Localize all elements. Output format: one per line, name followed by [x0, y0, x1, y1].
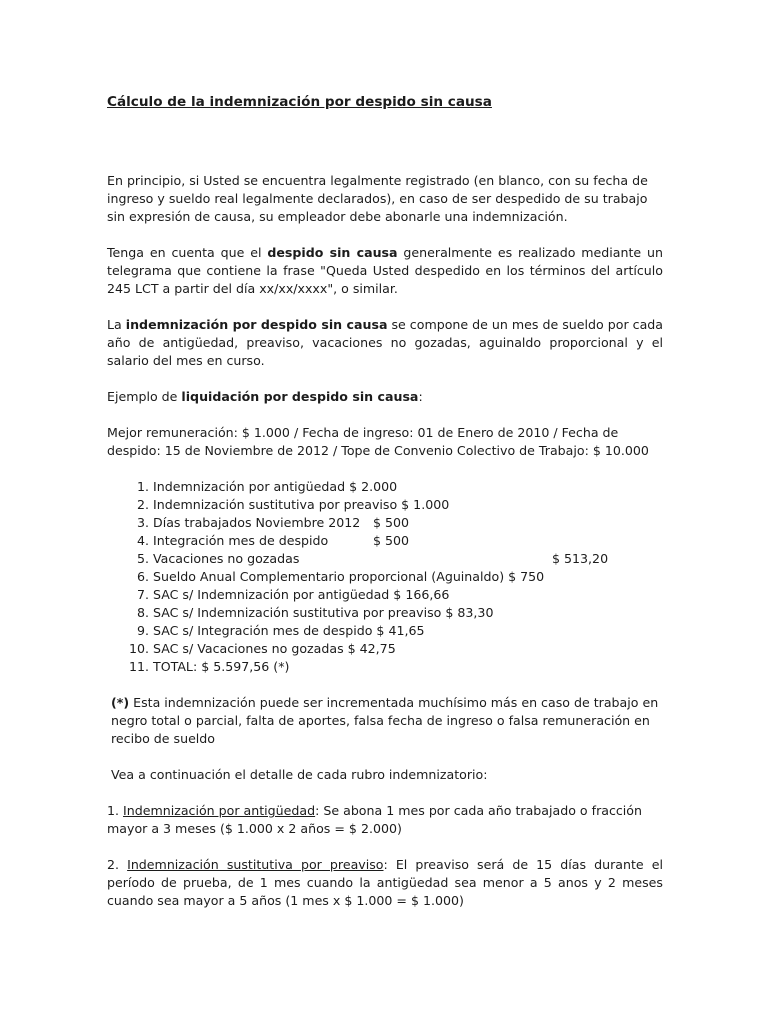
list-item-text: Indemnización sustitutiva por preaviso $ 1.000	[153, 497, 450, 512]
footnote	[107, 694, 663, 748]
list-item-number: 7.	[136, 587, 149, 602]
list-item-number: 1.	[136, 479, 149, 494]
detail-item-number: 2.	[107, 857, 128, 872]
list-item-number: 8.	[136, 605, 149, 620]
list-item	[107, 514, 667, 532]
composition-bold: indemnización por despido sin causa	[125, 317, 388, 332]
list-item-text: Días trabajados Noviembre 2012	[153, 515, 361, 530]
list-item-number: 11.	[128, 659, 149, 674]
list-item	[107, 604, 667, 622]
list-item-number: 2.	[136, 497, 149, 512]
list-item-amount: $ 513,20	[552, 551, 609, 566]
footnote-text: Esta indemnización puede ser incrementada muchísimo más en caso de trabajo en negro total o parcial, falta de aportes, falsa fecha de ingreso o falsa remuneración en recibo de sueldo	[111, 695, 659, 746]
list-item-text: Sueldo Anual Complementario proporcional (Aguinaldo) $ 750	[153, 569, 545, 584]
list-item	[107, 586, 667, 604]
page-title: Cálculo de la indemnización por despido sin causa	[107, 94, 492, 110]
composition-paragraph	[107, 316, 663, 370]
detail-item-text: : Se abona 1 mes por cada año trabajado o fracción mayor a 3 meses ($ 1.000 x 2 años = $ 2.000)	[107, 803, 642, 836]
telegram-text-pre: Tenga en cuenta que el	[107, 245, 268, 260]
list-item-number: 10.	[128, 641, 149, 656]
list-item	[107, 496, 667, 514]
liquidation-list	[107, 478, 667, 676]
telegram-text-post: generalmente es realizado mediante un telegrama que contiene la frase "Queda Usted despedido en los términos del artículo 245 LCT a partir del día xx/xx/xxxx", o similar.	[107, 245, 663, 296]
detail-item-label: Indemnización por antigüedad	[123, 803, 316, 818]
detail-intro: Vea a continuación el detalle de cada rubro indemnizatorio:	[111, 767, 488, 782]
list-item	[107, 622, 667, 640]
example-text-post: :	[418, 389, 423, 404]
list-item-text: SAC s/ Integración mes de despido $ 41,65	[153, 623, 425, 638]
list-item-number: 3.	[136, 515, 149, 530]
detail-item-label: Indemnización sustitutiva por preaviso	[127, 857, 384, 872]
list-item-number: 4.	[136, 533, 149, 548]
list-item-amount: $ 500	[373, 515, 410, 530]
example-bold: liquidación por despido sin causa	[181, 389, 419, 404]
list-item-text: Vacaciones no gozadas	[153, 551, 300, 566]
composition-text-pre: La	[107, 317, 126, 332]
list-item-text: Indemnización por antigüedad $ 2.000	[153, 479, 398, 494]
example-heading	[107, 388, 663, 406]
list-item	[107, 532, 667, 550]
list-item-text: SAC s/ Indemnización sustitutiva por preaviso $ 83,30	[153, 605, 494, 620]
detail-item-number: 1.	[107, 803, 124, 818]
composition-text-post: se compone de un mes de sueldo por cada año de antigüedad, preaviso, vacaciones no gozadas, aguinaldo proporcional y el salario del mes en curso.	[107, 317, 663, 368]
example-parameters: Mejor remuneración: $ 1.000 / Fecha de ingreso: 01 de Enero de 2010 / Fecha de despido: 15 de Noviembre de 2012 / Tope de Convenio Colectivo de Trabajo: $ 10.000	[107, 425, 649, 458]
list-item-number: 9.	[136, 623, 149, 638]
list-item-text: SAC s/ Indemnización por antigüedad $ 166,66	[153, 587, 450, 602]
detail-item-seniority	[107, 802, 663, 838]
list-item	[107, 568, 667, 586]
list-item-text: Integración mes de despido	[153, 533, 329, 548]
list-item-amount: $ 500	[373, 533, 410, 548]
list-item-text: SAC s/ Vacaciones no gozadas $ 42,75	[153, 641, 396, 656]
example-text-pre: Ejemplo de	[107, 389, 182, 404]
list-item	[107, 478, 667, 496]
intro-paragraph: En principio, si Usted se encuentra legalmente registrado (en blanco, con su fecha de ingreso y sueldo real legalmente declarados), en caso de ser despedido de su trabajo sin expresión de causa, su empleador debe abonarle una indemnización.	[107, 173, 648, 224]
detail-item-notice	[107, 856, 663, 910]
list-item	[107, 640, 667, 658]
list-item	[107, 550, 667, 568]
telegram-bold: despido sin causa	[267, 245, 398, 260]
telegram-paragraph	[107, 244, 663, 298]
footnote-mark: (*)	[111, 695, 130, 710]
list-item-text: TOTAL: $ 5.597,56 (*)	[153, 659, 290, 674]
list-item	[107, 658, 667, 676]
list-item-number: 6.	[136, 569, 149, 584]
list-item-number: 5.	[136, 551, 149, 566]
detail-item-text: : El preaviso será de 15 días durante el período de prueba, de 1 mes cuando la antigüedad sea menor a 5 anos y 2 meses cuando sea mayor a 5 años (1 mes x $ 1.000 = $ 1.000)	[107, 857, 663, 908]
